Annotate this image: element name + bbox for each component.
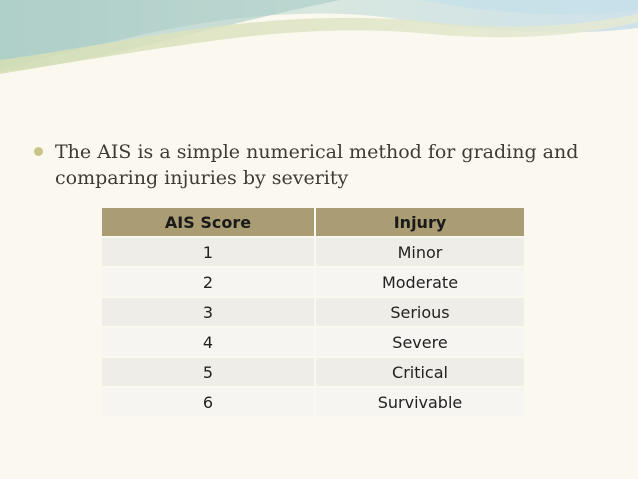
table-row	[101, 357, 525, 387]
injury-cell: Serious	[315, 297, 525, 327]
injury-cell: Moderate	[315, 267, 525, 297]
score-cell: 1	[101, 237, 315, 267]
score-cell: 4	[101, 327, 315, 357]
ais-table	[100, 206, 526, 418]
table-header-row	[101, 207, 525, 237]
score-cell: 6	[101, 387, 315, 417]
table-row	[101, 267, 525, 297]
table-row	[101, 327, 525, 357]
table-row	[101, 387, 525, 417]
injury-cell: Survivable	[315, 387, 525, 417]
score-cell: 5	[101, 357, 315, 387]
bullet-text: The AIS is a simple numerical method for grading and comparing injuries by severity	[55, 141, 579, 189]
bullet-item	[34, 139, 614, 191]
header-wave-decoration	[0, 0, 638, 110]
table-row	[101, 237, 525, 267]
table-row	[101, 297, 525, 327]
column-header-ais-score: AIS Score	[101, 207, 315, 237]
score-cell: 3	[101, 297, 315, 327]
injury-cell: Minor	[315, 237, 525, 267]
bullet-icon	[34, 147, 43, 156]
injury-cell: Severe	[315, 327, 525, 357]
score-cell: 2	[101, 267, 315, 297]
column-header-injury: Injury	[315, 207, 525, 237]
injury-cell: Critical	[315, 357, 525, 387]
